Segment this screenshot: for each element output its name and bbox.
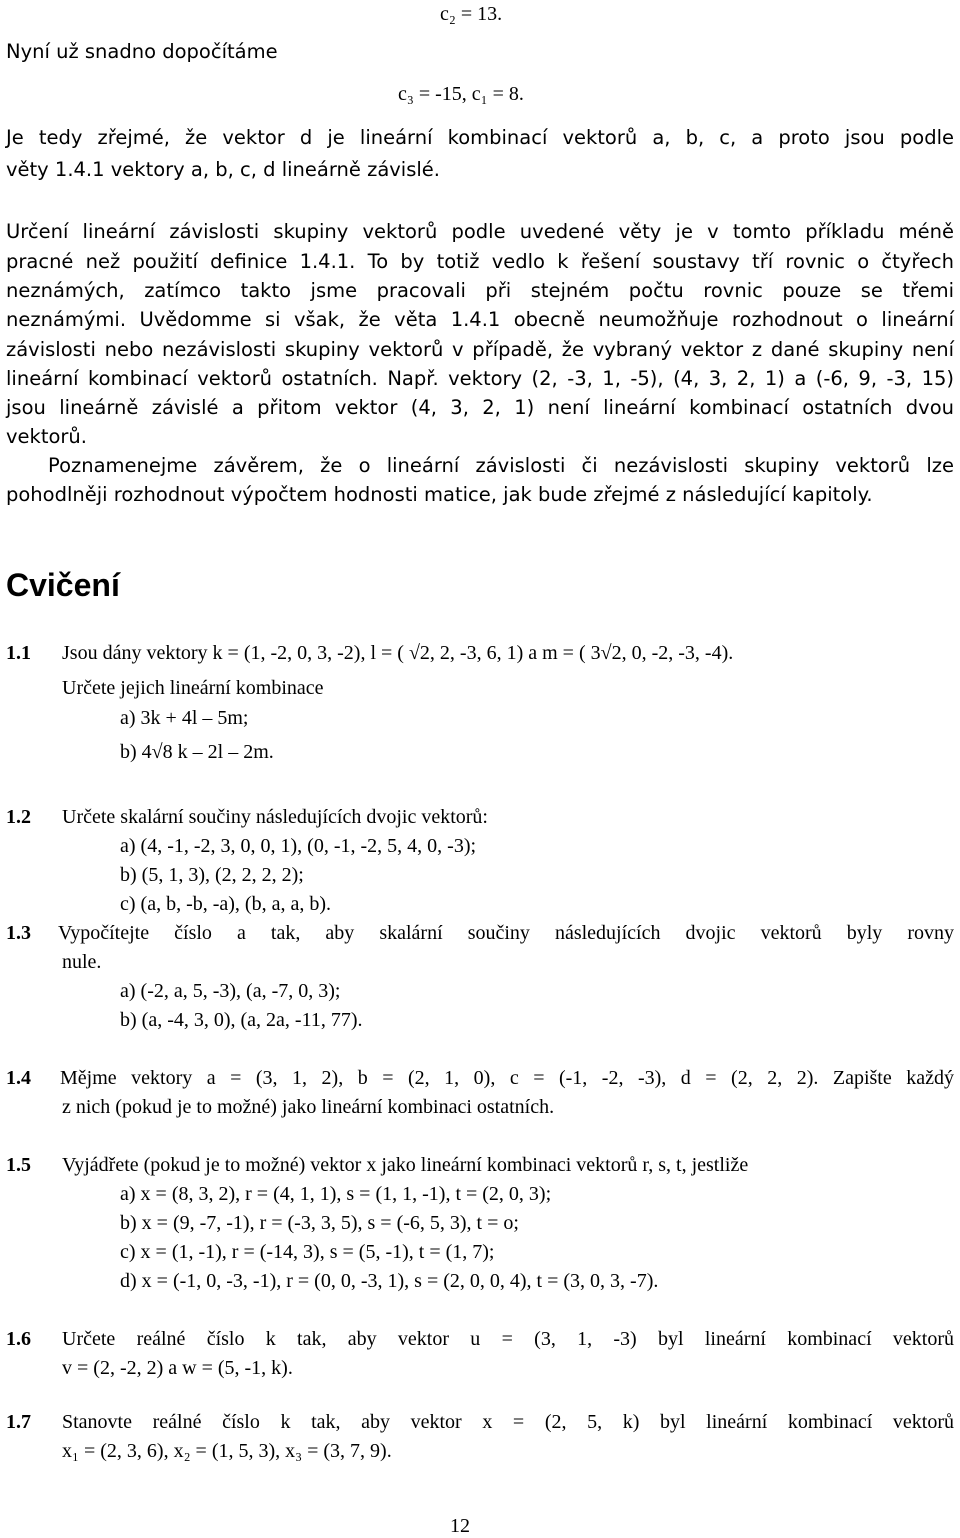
exercise-text: z nich (pokud je to možné) jako lineární kombinaci ostatních. [62,1096,555,1118]
section-title: Cvičení [6,567,120,603]
paragraph-1-line: věty 1.4.1 vektory a, b, c, d lineárně závislé. [6,158,440,181]
paragraph-1-line: Je tedy zřejmé, že vektor d je lineární kombinací vektorů a, b, c, a proto jsou podle [6,126,954,149]
exercise-item: a) x = (8, 3, 2), r = (4, 1, 1), s = (1, 1, -1), t = (2, 0, 3); [120,1183,552,1205]
exercise-text: Určete jejich lineární kombinace [62,677,324,699]
exercise-text: Určete reálné číslo k tak, aby vektor u = (3, 1, -3) byl lineární kombinací vektorů [62,1328,954,1350]
paragraph-2-line: lineární kombinací vektorů ostatních. Např. vektory (2, -3, 1, -5), (4, 3, 2, 1) a (-6, 9, -3, 15) [6,367,954,390]
page-number: 12 [450,1515,470,1537]
exercise-text: x₁ = (2, 3, 6), x₂ = (1, 5, 3), x₃ = (3, 7, 9). [62,1440,392,1462]
equation-c2: c₂ = 13. [440,3,503,25]
exercise-text: Stanovte reálné číslo k tak, aby vektor x = (2, 5, k) byl lineární kombinací vektorů [62,1411,954,1433]
exercise-number: 1.4 [6,1067,31,1089]
exercise-text: nule. [62,951,102,973]
paragraph-2-line: závislosti nebo nezávislosti skupiny vektorů v případě, že vybraný vektor z dané skupiny není [6,338,954,361]
equation-c3-c1: c₃ = -15, c₁ = 8. [398,83,524,105]
exercise-text: Mějme vektory a = (3, 1, 2), b = (2, 1, 0), c = (-1, -2, -3), d = (2, 2, 2). Zapište každý [60,1067,954,1089]
intro-text: Nyní už snadno dopočítáme [6,40,278,63]
exercise-number: 1.7 [6,1411,31,1433]
exercise-item: a) (4, -1, -2, 3, 0, 0, 1), (0, -1, -2, 5, 4, 0, -3); [120,835,477,857]
paragraph-2-line: neznámými. Uvědomme si však, že věta 1.4.1 obecně neumožňuje rozhodnout o lineární [6,308,954,331]
exercise-item: c) (a, b, -b, -a), (b, a, a, b). [120,893,332,915]
exercise-item: a) (-2, a, 5, -3), (a, -7, 0, 3); [120,980,341,1002]
paragraph-2-line: jsou lineárně závislé a přitom vektor (4, 3, 2, 1) není lineární kombinací ostatních dvou [6,396,954,419]
exercise-number: 1.5 [6,1154,31,1176]
exercise-text: v = (2, -2, 2) a w = (5, -1, k). [62,1357,293,1379]
paragraph-2-line: neznámých, zatímco takto jsme pracovali při stejném počtu rovnic pouze se třemi [6,279,954,302]
exercise-number: 1.2 [6,806,31,828]
exercise-text: Vypočítejte číslo a tak, aby skalární součiny následujících dvojic vektorů byly rovny [58,922,954,944]
paragraph-3-line: Poznamenejme závěrem, že o lineární závislosti či nezávislosti skupiny vektorů lze [48,454,954,477]
exercise-item: b) x = (9, -7, -1), r = (-3, 3, 5), s = (-6, 5, 3), t = o; [120,1212,519,1234]
exercise-number: 1.3 [6,922,31,944]
exercise-item: c) x = (1, -1), r = (-14, 3), s = (5, -1), t = (1, 7); [120,1241,495,1263]
exercise-text: Určete skalární součiny následujících dvojic vektorů: [62,806,488,828]
paragraph-2-line: Určení lineární závislosti skupiny vektorů podle uvedené věty je v tomto příkladu méně [6,220,954,243]
exercise-item: b) (a, -4, 3, 0), (a, 2a, -11, 77). [120,1009,363,1031]
exercise-item: b) 4√8 k – 2l – 2m. [120,741,274,763]
paragraph-3-line: pohodlněji rozhodnout výpočtem hodnosti matice, jak bude zřejmé z následující kapitoly. [6,483,873,506]
exercise-text: Jsou dány vektory k = (1, -2, 0, 3, -2), l = ( √2, 2, -3, 6, 1) a m = ( 3√2, 0, -2, -3, -4). [62,642,734,664]
exercise-item: b) (5, 1, 3), (2, 2, 2, 2); [120,864,304,886]
exercise-text: Vyjádřete (pokud je to možné) vektor x jako lineární kombinaci vektorů r, s, t, jestliže [62,1154,749,1176]
exercise-number: 1.1 [6,642,31,664]
exercise-item: d) x = (-1, 0, -3, -1), r = (0, 0, -3, 1), s = (2, 0, 0, 4), t = (3, 0, 3, -7). [120,1270,659,1292]
paragraph-2-line: pracné než použití definice 1.4.1. To by totiž vedlo k řešení soustavy tří rovnic o čtyřech [6,250,954,273]
exercise-item: a) 3k + 4l – 5m; [120,707,249,729]
paragraph-2-line: vektorů. [6,425,87,448]
exercise-number: 1.6 [6,1328,31,1350]
